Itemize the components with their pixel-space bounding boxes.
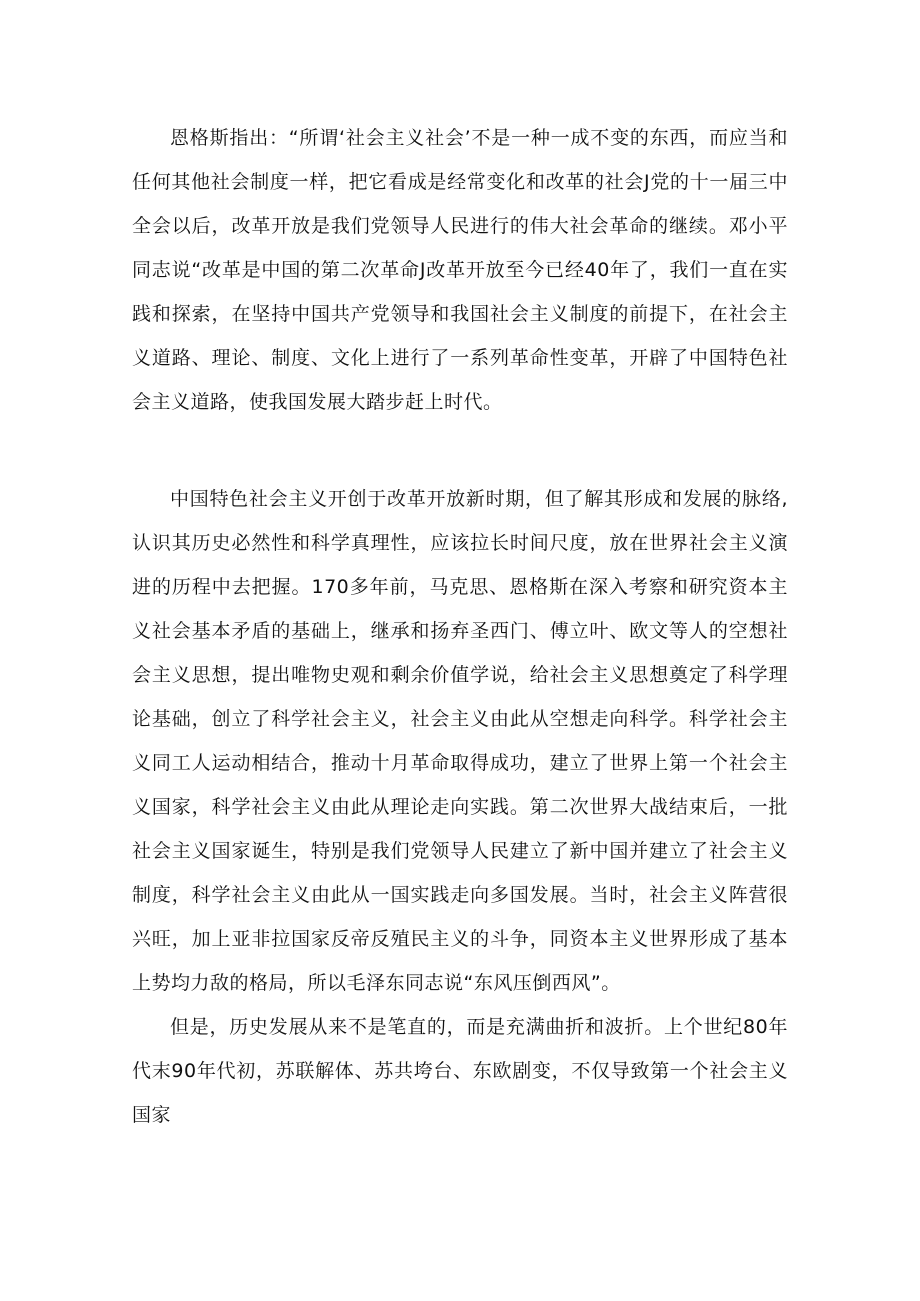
paragraph-gap [132, 424, 788, 477]
document-body [132, 116, 788, 1137]
paragraph-socialism-history: 中国特色社会主义开创于改革开放新时期，但了解其形成和发展的脉络,认识其历史必然性和科学真理性，应该拉长时间尺度，放在世界社会主义演进的历程中去把握。170多年前，马克思、恩格斯在深入考察和研究资本主义社会基本矛盾的基础上，继承和扬弃圣西门、傅立叶、欧文等人的空想社会主义思想，提出唯物史观和剩余价值学说，给社会主义思想奠定了科学理论基础，创立了科学社会主义，社会主义由此从空想走向科学。科学社会主义同工人运动相结合，推动十月革命取得成功，建立了世界上第一个社会主义国家，科学社会主义由此从理论走向实践。第二次世界大战结束后，一批社会主义国家诞生，特别是我们党领导人民建立了新中国并建立了社会主义制度，科学社会主义由此从一国实践走向多国发展。当时，社会主义阵营很兴旺，加上亚非拉国家反帝反殖民主义的斗争，同资本主义世界形成了基本上势均力敌的格局，所以毛泽东同志说“东风压倒西风”。 [132, 488, 788, 994]
paragraph-historical-setbacks: 但是，历史发展从来不是笔直的，而是充满曲折和波折。上个世纪80年代末90年代初，苏联解体、苏共垮台、东欧剧变，不仅导致第一个社会主义国家 [132, 1016, 788, 1126]
paragraph-engels-quote: 恩格斯指出：“所谓‘社会主义社会’不是一种一成不变的东西，而应当和任何其他社会制度一样，把它看成是经常变化和改革的社会J党的十一届三中全会以后，改革开放是我们党领导人民进行的伟大社会革命的继续。邓小平同志说“改革是中国的第二次革命J改革开放至今已经40年了，我们一直在实践和探索，在坚持中国共产党领导和我国社会主义制度的前提下，在社会主义道路、理论、制度、文化上进行了一系列革命性变革，开辟了中国特色社会主义道路，使我国发展大踏步赶上时代。 [132, 127, 788, 413]
